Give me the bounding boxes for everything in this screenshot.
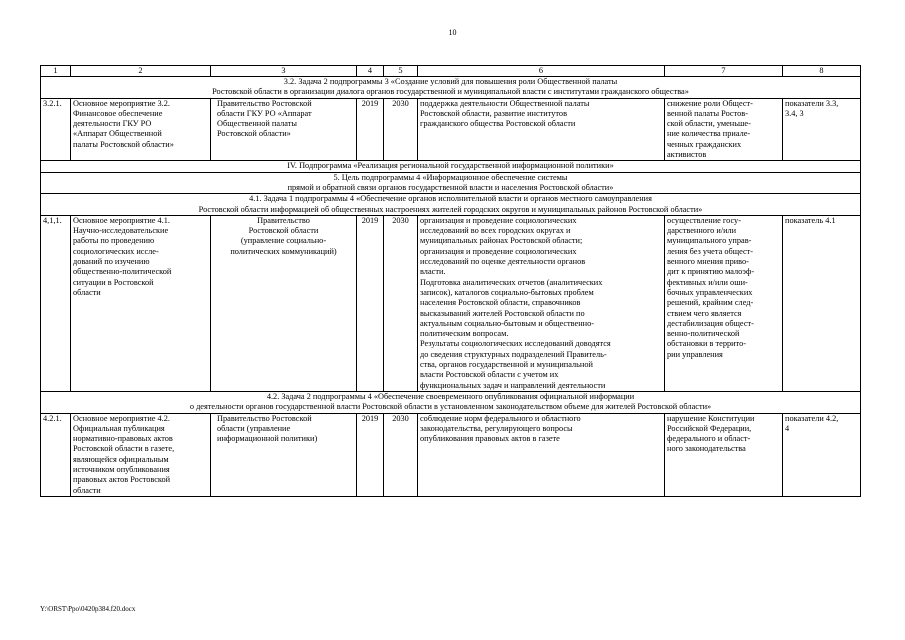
indicator-cell: показатель 4.1 xyxy=(785,215,836,225)
row-number: 4,1,1. xyxy=(41,215,71,391)
start-year: 2019 xyxy=(357,98,384,161)
row-number: 3.2.1. xyxy=(41,98,71,161)
end-year: 2030 xyxy=(384,98,418,161)
table-row xyxy=(41,413,861,496)
col-header: 7 xyxy=(665,66,783,77)
end-year: 2030 xyxy=(384,413,418,496)
col-header: 5 xyxy=(384,66,418,77)
task-4-1-heading: 4.1. Задача 1 подпрограммы 4 «Обеспечение органов исполнительной власти и органов местного самоуправления Ростовской области информацией об общественных настроениях жителей городских округов и муниципальных районов Ростовской области» xyxy=(198,194,703,214)
row-number: 4.2.1. xyxy=(41,413,71,496)
event-cell: Основное мероприятие 3.2. Финансовое обеспечение деятельности ГКУ РО «Аппарат Общественной палаты Ростовской области» xyxy=(73,98,174,149)
col-header: 3 xyxy=(211,66,357,77)
task-4-2-heading: 4.2. Задача 2 подпрограммы 4 «Обеспечение своевременного опубликования официальной информации о деятельности органов государственной власти Ростовской области в установленном законодательством объеме для жителей Ростовской области» xyxy=(189,391,712,412)
section-row xyxy=(41,194,861,216)
program-table xyxy=(40,65,861,497)
page-number: 10 xyxy=(448,28,457,37)
col-header: 4 xyxy=(357,66,384,77)
table-row xyxy=(41,215,861,391)
result-cell: организация и проведение социологических исследований во всех городских округах и муниципальных районах Ростовской области; организация и проведение социологических исследований по оценке деятельности органов власти. Подготовка аналитических отчетов (аналитических записок), каталогов социально-бытовых проблем населения Ростовской области, справочников высказываний жителей Ростовской области по актуальным социально-бытовым и общественно- политическим вопросам. Результаты социологических исследований доводятся до сведения структурных подразделений Правитель- ства, органов государственной и муниципальной власти Ростовской области с учетом их функциональных задач и направлений деятельности xyxy=(420,215,611,390)
goal-5-heading: 5. Цель подпрограммы 4 «Информационное обеспечение системы прямой и обратной связи органов государственной власти и населения Ростовской области» xyxy=(287,172,614,192)
section-row xyxy=(41,391,861,413)
consequence-cell: снижение роли Общест- венной палаты Ростов- ской области, уменьше- ние количества приале- ченных гражданских активистов xyxy=(667,98,753,160)
file-path-footer: Y:\ORST\Ppo\0420p384.f20.docx xyxy=(40,605,136,613)
result-cell: соблюдение норм федерального и областного законодательства, регулирующего вопросы опубликования правовых актов в газете xyxy=(420,413,581,444)
section-row xyxy=(41,161,861,172)
start-year: 2019 xyxy=(357,413,384,496)
col-header: 6 xyxy=(418,66,665,77)
executor-cell: Правительство Ростовской области (управление информационной политики) xyxy=(217,413,318,444)
indicator-cell: показатели 3.3, 3.4, 3 xyxy=(785,98,839,118)
section-row xyxy=(41,77,861,99)
subprogram-4-heading: IV. Подпрограмма «Реализация региональной государственной информационной политики» xyxy=(287,161,614,171)
col-header: 2 xyxy=(71,66,211,77)
col-header: 8 xyxy=(783,66,861,77)
consequence-cell: нарушение Конституции Российской Федерации, федерального и област- ного законодательства xyxy=(667,413,755,454)
result-cell: поддержка деятельности Общественной палаты Ростовской области, развитие институтов гражданского общества Ростовской области xyxy=(420,98,590,129)
event-cell: Основное мероприятие 4.2. Официальная публикация нормативно-правовых актов Ростовской области в газете, являющейся официальным источником опубликования правовых актов Ростовской области xyxy=(73,413,175,495)
column-numbers-row xyxy=(41,66,861,77)
end-year: 2030 xyxy=(384,215,418,391)
start-year: 2019 xyxy=(357,215,384,391)
col-header: 1 xyxy=(41,66,71,77)
table-row xyxy=(41,98,861,161)
executor-cell: Правительство Ростовской области ГКУ РО «Аппарат Общественной палаты Ростовской области» xyxy=(217,98,312,139)
indicator-cell: показатели 4.2, 4 xyxy=(785,413,839,433)
executor-cell: Правительство Ростовской области (управление социально- политических коммуникаций) xyxy=(230,215,337,256)
task-3-2-heading: 3.2. Задача 2 подпрограммы 3 «Создание условий для повышения роли Общественной палаты Ростовской области в организации диалога органов государственной и муниципальной власти с институтами гражданского общества» xyxy=(212,77,689,97)
event-cell: Основное мероприятие 4.1. Научно-исследовательские работы по проведению социологических иссле- дований по изучению общественно-политической ситуации в Ростовской области xyxy=(73,215,172,297)
section-row xyxy=(41,172,861,194)
consequence-cell: осуществление госу- дарственного и/или муниципального управ- ления без учета общест- венного мнения приво- дит к принятию малоэф- фективных и/или оши- бочных управленческих решений, крайним след- ствием чего является дестабилизация общест- венно-политической обстановки в террито- рии управления xyxy=(667,215,755,359)
